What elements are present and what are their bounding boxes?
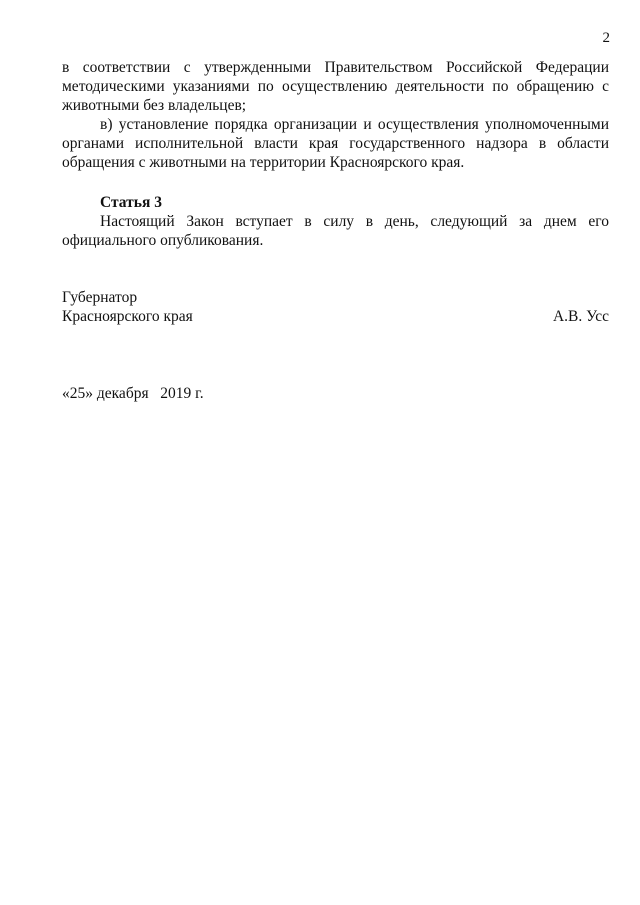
paragraph-continuation: в соответствии с утвержденными Правительством Российской Федерации методическими указаниями по осуществлению деятельности по обращению с животными без владельцев; [62, 59, 609, 114]
article-title: Статья 3 [100, 194, 162, 211]
paragraph-item-v: в) установление порядка организации и осуществления уполномоченными органами исполнительной власти края государственного надзора в области обращения с животными на территории Красноярского края. [62, 116, 609, 171]
document-body [62, 58, 609, 403]
signature-row [62, 307, 609, 326]
signatory-position-line1: Губернатор [62, 289, 138, 306]
signatory-position-line2: Красноярского края [62, 308, 193, 325]
signature-block [62, 288, 609, 326]
signatory-name: А.В. Усс [552, 308, 609, 325]
article-3 [62, 193, 609, 250]
page-number: 2 [602, 30, 610, 46]
article-text: Настоящий Закон вступает в силу в день, следующий за днем его официального опубликования. [62, 213, 609, 249]
signing-date: «25» декабря 2019 г. [62, 385, 204, 402]
